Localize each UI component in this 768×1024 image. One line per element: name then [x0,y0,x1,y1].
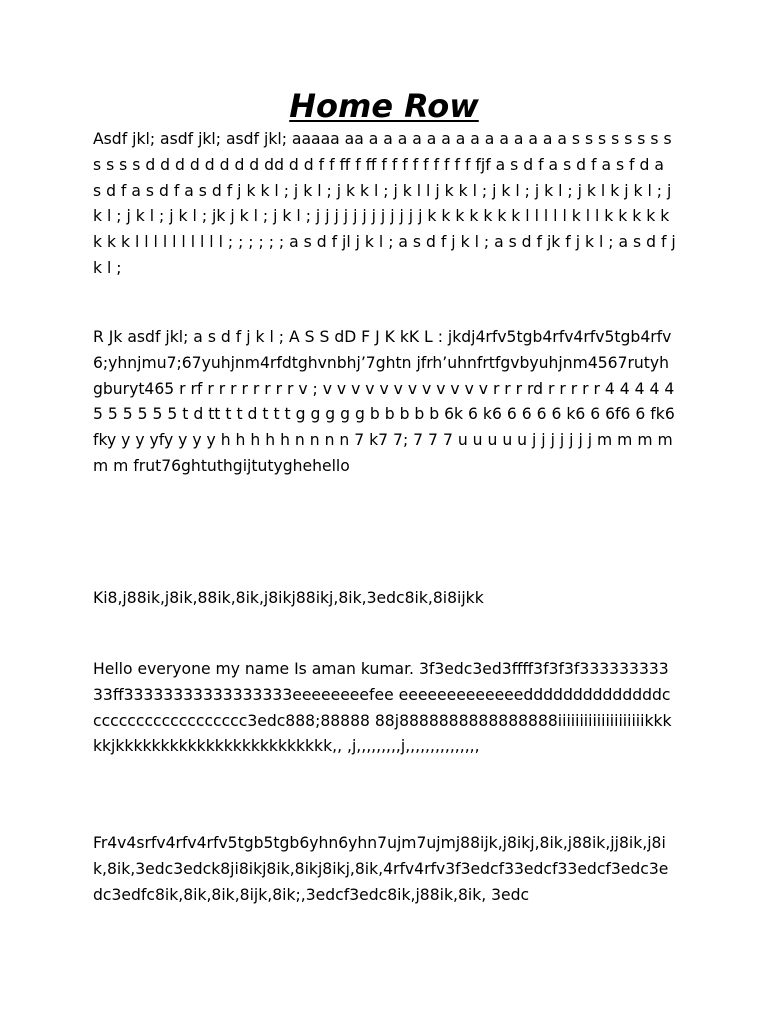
paragraph-mixed-drill: R Jk asdf jkl; a s d f j k l ; A S S dD F J K kK L : jkdj4rfv5tgb4rfv4rfv5tgb4rfv6;yhnjmu7;67yuhjnm4rfdtghvnbhj’7ghtn jfrh’uhnfrtfgvbyuhjnm4567rutyhgburyt465 r rf r r r r r r r r v ; v v v v v v v v v v v v r r r rd r r r r r 4 4 4 4 4 5 5 5 5 5 5 t d tt t t d t t t g g g g g b b b b b 6k 6 k6 6 6 6 6 k6 6 6f6 6 fk6 fky y y yfy y y y h h h h h n n n n 7 k7 7; 7 7 7 u u u u u j j j j j j j m m m m m m frut76ghtuthgijtutyghehello [93,328,675,475]
paragraph-home-row-drill: Asdf jkl; asdf jkl; asdf jkl; aaaaa aa a a a a a a a a a a a a a a s s s s s s s s s s s s d d d d d d d d dd d d f f ff f ff f f f f f f f f f fjf a s d f a s d f a s f d a s d f a s d f a s d f j k k l ; j k l ; j k k l ; j k l l j k k l ; j k l ; j k l ; j k l k j k l ; j k l ; j k l ; j k l ; jk j k l ; j k l ; j j j j j j j j j j j j k k k k k k k l l l l l k l l k k k k k k k k l l l l l l l l l l ; ; ; ; ; ; a s d f jl j k l ; a s d f j k l ; a s d f jk f j k l ; a s d f j k l ; [93,130,676,277]
paragraph-row-drill: Fr4v4srfv4rfv4rfv5tgb5tgb6yhn6yhn7ujm7ujmj88ijk,j8ikj,8ik,j88ik,jj8ik,j8ik,8ik,3edc3edck8ji8ikj8ik,8ikj8ikj,8ik,4rfv4rfv3f3edcf33edcf33edcf3edc3edc3edfc8ik,8ik,8ik,8ijk,8ik;,3edcf3edc8ik,j88ik,8ik, 3edc [93,834,669,904]
page-title: Home Row [289,87,479,125]
paragraph-k-drill: Ki8,j88ik,j8ik,88ik,8ik,j8ikj88ikj,8ik,3edc8ik,8i8ijkk [93,589,484,607]
paragraph-hello-drill: Hello everyone my name Is aman kumar. 3f3edc3ed3ffff3f3f3f33333333333ff33333333333333333eeeeeeeefee eeeeeeeeeeeeeddddddddddddddccccccccccccccccccc3edc888;88888 88j8888888888888888iiiiiiiiiiiiiiiiiiiikkkkkjkkkkkkkkkkkkkkkkkkkkkkkk,, ,j,,,,,,,,,j,,,,,,,,,,,,,,, [93,660,672,756]
